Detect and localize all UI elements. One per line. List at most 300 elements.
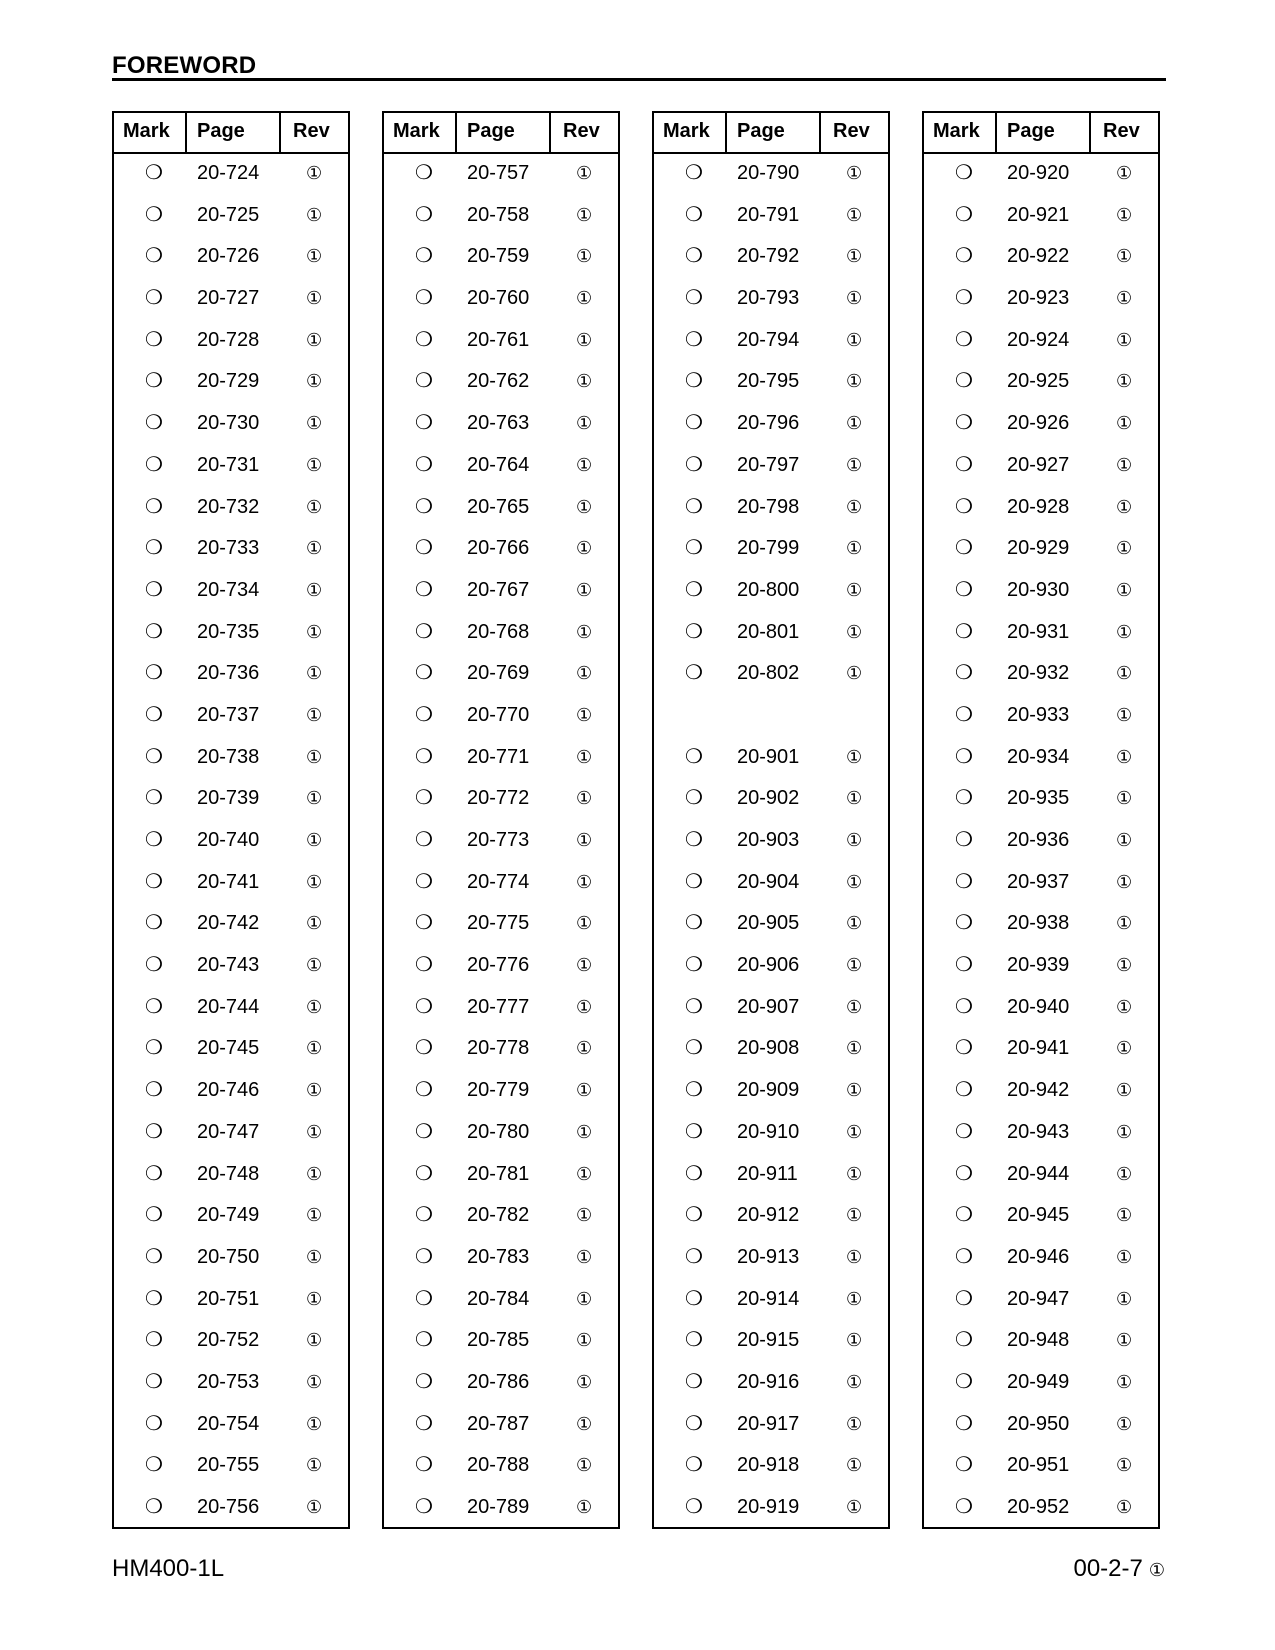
revision-circle-icon: ①	[846, 1246, 863, 1267]
mark-circle-icon: ❍	[955, 328, 973, 351]
page-number-cell: 20-755	[197, 1454, 260, 1477]
table-row	[114, 1405, 348, 1447]
mark-circle-icon: ❍	[415, 1245, 433, 1268]
page-number-cell: 20-741	[197, 870, 260, 893]
table-row	[384, 196, 618, 238]
revision-circle-icon: ①	[306, 1246, 323, 1267]
revision-circle-icon: ①	[576, 163, 593, 183]
table-row	[114, 529, 348, 571]
revision-circle-icon: ①	[576, 1455, 593, 1476]
mark-circle-icon: ❍	[685, 1370, 703, 1393]
revision-circle-icon: ①	[846, 1497, 863, 1517]
page-number-cell: 20-792	[737, 245, 800, 268]
table-row	[384, 279, 618, 321]
page-number-cell: 20-923	[1007, 287, 1070, 310]
mark-circle-icon: ❍	[145, 829, 163, 851]
mark-circle-icon: ❍	[145, 1204, 163, 1227]
page-number-cell: 20-802	[737, 662, 800, 685]
page-number-cell: 20-912	[737, 1204, 800, 1227]
page-number-cell: 20-743	[197, 954, 260, 977]
revision-circle-icon: ①	[846, 663, 863, 684]
revision-circle-icon: ①	[306, 788, 323, 809]
table-row	[384, 1363, 618, 1405]
page-number-cell: 20-952	[1007, 1496, 1070, 1518]
table-row	[114, 1488, 348, 1530]
mark-circle-icon: ❍	[955, 870, 973, 893]
revision-circle-icon: ①	[306, 1080, 323, 1101]
column-header-mark: Mark	[114, 113, 187, 152]
revision-circle-icon: ①	[306, 246, 323, 267]
revision-circle-icon: ①	[576, 663, 593, 684]
column-header-rev: Rev	[563, 120, 600, 142]
revision-circle-icon: ①	[576, 246, 593, 267]
revision-circle-icon: ①	[576, 1246, 593, 1267]
table-row	[924, 1071, 1158, 1113]
revision-circle-icon: ①	[306, 1371, 323, 1392]
page-number-cell: 20-770	[467, 703, 530, 726]
page-number-cell: 20-951	[1007, 1454, 1070, 1477]
table-row	[924, 821, 1158, 863]
page-number-cell: 20-948	[1007, 1329, 1070, 1352]
page-number-cell: 20-746	[197, 1079, 260, 1102]
page-number-cell: 20-924	[1007, 328, 1070, 351]
revision-circle-icon: ①	[846, 788, 863, 809]
table-row	[924, 946, 1158, 988]
table-row	[114, 1446, 348, 1488]
page-number-cell: 20-781	[467, 1162, 530, 1185]
revision-circle-icon: ①	[846, 246, 863, 267]
page-number-cell: 20-795	[737, 370, 800, 393]
mark-circle-icon: ❍	[415, 1204, 433, 1227]
table-row	[384, 821, 618, 863]
table-row	[654, 1113, 888, 1155]
revision-circle-icon: ①	[306, 1038, 323, 1059]
page-number-cell: 20-771	[467, 745, 530, 768]
table-row	[654, 404, 888, 446]
table-header	[114, 113, 348, 154]
table-row	[384, 1321, 618, 1363]
mark-circle-icon: ❍	[685, 1329, 703, 1352]
mark-circle-icon: ❍	[955, 1245, 973, 1268]
revision-circle-icon: ①	[1116, 871, 1133, 892]
revision-circle-icon: ①	[306, 955, 323, 976]
revision-circle-icon: ①	[576, 913, 593, 934]
table-row	[384, 988, 618, 1030]
page-number-cell: 20-744	[197, 995, 260, 1018]
revision-circle-icon: ①	[846, 913, 863, 934]
page-number-cell: 20-915	[737, 1329, 800, 1352]
mark-circle-icon: ❍	[145, 162, 163, 184]
revision-circle-icon: ①	[846, 955, 863, 976]
table-row	[114, 362, 348, 404]
mark-circle-icon: ❍	[145, 703, 163, 726]
mark-circle-icon: ❍	[415, 1370, 433, 1393]
table-row	[114, 946, 348, 988]
table-row	[384, 404, 618, 446]
table-row	[654, 1071, 888, 1113]
revision-circle-icon: ①	[576, 704, 593, 725]
revision-circle-icon: ①	[1116, 788, 1133, 809]
revision-circle-icon: ①	[846, 871, 863, 892]
page-number-cell: 20-935	[1007, 787, 1070, 810]
page-number-cell: 20-726	[197, 245, 260, 268]
page-number-cell: 20-786	[467, 1370, 530, 1393]
mark-circle-icon: ❍	[685, 1412, 703, 1435]
mark-circle-icon: ❍	[685, 954, 703, 977]
table-row	[924, 1280, 1158, 1322]
page-number-cell: 20-769	[467, 662, 530, 685]
table-body	[924, 154, 1158, 1530]
table-row	[654, 946, 888, 988]
table-row	[924, 1155, 1158, 1197]
mark-circle-icon: ❍	[685, 495, 703, 518]
page-number-cell: 20-794	[737, 328, 800, 351]
revision-circle-icon: ①	[1116, 1371, 1133, 1392]
revision-circle-icon: ①	[306, 413, 323, 434]
column-header-page: Page	[997, 113, 1091, 152]
mark-circle-icon: ❍	[685, 1120, 703, 1143]
table-row	[654, 488, 888, 530]
table-row	[114, 779, 348, 821]
mark-circle-icon: ❍	[685, 412, 703, 435]
mark-circle-icon: ❍	[685, 453, 703, 476]
revision-circle-icon: ①	[846, 204, 863, 225]
table-row	[654, 821, 888, 863]
mark-circle-icon: ❍	[955, 787, 973, 810]
table-body	[384, 154, 618, 1530]
revision-circle-icon: ①	[846, 1163, 863, 1184]
revision-circle-icon: ①	[1116, 996, 1133, 1017]
table-row	[384, 1071, 618, 1113]
table-row	[924, 154, 1158, 196]
revision-table-2	[382, 111, 620, 1529]
page-number-cell: 20-791	[737, 203, 800, 226]
page-number-cell: 20-910	[737, 1120, 800, 1143]
revision-circle-icon: ①	[846, 746, 863, 767]
table-row	[114, 1155, 348, 1197]
mark-circle-icon: ❍	[145, 1162, 163, 1185]
page-number-cell: 20-728	[197, 328, 260, 351]
page-number-cell: 20-780	[467, 1120, 530, 1143]
mark-circle-icon: ❍	[955, 578, 973, 601]
table-row	[654, 1196, 888, 1238]
mark-circle-icon: ❍	[955, 370, 973, 393]
mark-circle-icon: ❍	[955, 912, 973, 935]
page-number-cell: 20-725	[197, 203, 260, 226]
mark-circle-icon: ❍	[685, 829, 703, 851]
mark-circle-icon: ❍	[415, 1287, 433, 1310]
mark-circle-icon: ❍	[145, 787, 163, 810]
mark-circle-icon: ❍	[415, 787, 433, 810]
revision-circle-icon: ①	[1116, 1497, 1133, 1517]
revision-circle-icon: ①	[1116, 538, 1133, 559]
revision-circle-icon: ①	[1116, 1330, 1133, 1351]
page-number-cell: 20-779	[467, 1079, 530, 1102]
table-row	[114, 321, 348, 363]
page-number-cell: 20-940	[1007, 995, 1070, 1018]
page-number-cell: 20-904	[737, 870, 800, 893]
mark-circle-icon: ❍	[685, 328, 703, 351]
revision-circle-icon: ①	[306, 329, 323, 350]
revision-circle-icon: ①	[846, 413, 863, 434]
mark-circle-icon: ❍	[145, 245, 163, 268]
revision-circle-icon: ①	[1116, 1163, 1133, 1184]
page-number-cell: 20-783	[467, 1245, 530, 1268]
page-number-cell: 20-928	[1007, 495, 1070, 518]
table-row	[924, 237, 1158, 279]
page-number-cell: 20-945	[1007, 1204, 1070, 1227]
table-row	[384, 779, 618, 821]
table-row	[114, 738, 348, 780]
revision-circle-icon: ①	[1116, 830, 1133, 850]
revision-circle-icon: ①	[1116, 454, 1133, 475]
column-header-mark: Mark	[384, 113, 457, 152]
page-number-cell: 20-739	[197, 787, 260, 810]
page-number-cell: 20-925	[1007, 370, 1070, 393]
page-number-cell: 20-752	[197, 1329, 260, 1352]
table-body	[654, 154, 888, 1530]
table-row	[654, 738, 888, 780]
page-number-cell: 20-762	[467, 370, 530, 393]
mark-circle-icon: ❍	[415, 1329, 433, 1352]
table-row	[924, 1363, 1158, 1405]
table-row	[924, 904, 1158, 946]
revision-circle-icon: ①	[306, 1330, 323, 1351]
page-title: FOREWORD	[112, 52, 257, 79]
revision-table-1	[112, 111, 350, 1529]
page-number-cell: 20-785	[467, 1329, 530, 1352]
revision-circle-icon: ①	[306, 288, 323, 309]
table-row	[654, 863, 888, 905]
page-number-cell: 20-927	[1007, 453, 1070, 476]
mark-circle-icon: ❍	[685, 370, 703, 393]
mark-circle-icon: ❍	[415, 495, 433, 518]
revision-circle-icon: ①	[576, 1205, 593, 1226]
page-number-cell: 20-756	[197, 1496, 260, 1518]
page-number-cell: 20-917	[737, 1412, 800, 1435]
revision-circle-icon: ①	[846, 996, 863, 1017]
table-row	[924, 613, 1158, 655]
mark-circle-icon: ❍	[415, 1120, 433, 1143]
table-row	[384, 1196, 618, 1238]
page-number-cell: 20-918	[737, 1454, 800, 1477]
page-number-cell: 20-732	[197, 495, 260, 518]
page-number-cell: 20-800	[737, 578, 800, 601]
mark-circle-icon: ❍	[145, 328, 163, 351]
page-number-cell: 20-930	[1007, 578, 1070, 601]
table-row	[114, 1280, 348, 1322]
table-header	[384, 113, 618, 154]
revision-circle-icon: ①	[576, 830, 593, 850]
mark-circle-icon: ❍	[685, 1454, 703, 1477]
page-number-cell: 20-740	[197, 829, 260, 851]
revision-circle-icon: ①	[576, 1330, 593, 1351]
mark-circle-icon: ❍	[415, 1079, 433, 1102]
mark-circle-icon: ❍	[415, 537, 433, 560]
table-row	[384, 946, 618, 988]
mark-circle-icon: ❍	[415, 995, 433, 1018]
table-row	[384, 738, 618, 780]
revision-circle-icon: ①	[576, 871, 593, 892]
table-row	[924, 1488, 1158, 1530]
page-number-cell: 20-734	[197, 578, 260, 601]
table-row	[654, 362, 888, 404]
revision-circle-icon: ①	[846, 830, 863, 850]
mark-circle-icon: ❍	[145, 995, 163, 1018]
table-row	[384, 237, 618, 279]
mark-circle-icon: ❍	[955, 412, 973, 435]
page-number-cell: 20-745	[197, 1037, 260, 1060]
table-row	[384, 362, 618, 404]
mark-circle-icon: ❍	[685, 870, 703, 893]
page-number-cell: 20-774	[467, 870, 530, 893]
page-number-cell: 20-754	[197, 1412, 260, 1435]
revision-circle-icon: ①	[1116, 371, 1133, 392]
table-row	[654, 1488, 888, 1530]
page-number-cell: 20-749	[197, 1204, 260, 1227]
table-row-blank	[654, 696, 888, 738]
page-number-cell: 20-729	[197, 370, 260, 393]
mark-circle-icon: ❍	[415, 162, 433, 184]
revision-circle-icon: ①	[306, 996, 323, 1017]
mark-circle-icon: ❍	[145, 745, 163, 768]
mark-circle-icon: ❍	[415, 870, 433, 893]
mark-circle-icon: ❍	[415, 412, 433, 435]
table-row	[924, 404, 1158, 446]
page-number-cell: 20-942	[1007, 1079, 1070, 1102]
page-number-cell: 20-946	[1007, 1245, 1070, 1268]
page-number-cell: 20-926	[1007, 412, 1070, 435]
table-row	[924, 1029, 1158, 1071]
mark-circle-icon: ❍	[415, 203, 433, 226]
page-number	[1073, 1555, 1165, 1583]
revision-circle-icon: ①	[846, 1080, 863, 1101]
revision-circle-icon: ①	[846, 1371, 863, 1392]
page-number-text: 00-2-7	[1073, 1555, 1143, 1582]
table-row	[384, 1488, 618, 1530]
mark-circle-icon: ❍	[685, 787, 703, 810]
revision-circle-icon: ①	[846, 538, 863, 559]
mark-circle-icon: ❍	[685, 1496, 703, 1518]
table-row	[114, 821, 348, 863]
page-number-cell: 20-735	[197, 620, 260, 643]
table-row	[924, 738, 1158, 780]
revision-circle-icon: ①	[306, 871, 323, 892]
table-row	[114, 904, 348, 946]
mark-circle-icon: ❍	[955, 703, 973, 726]
table-row	[384, 1405, 618, 1447]
revision-circle-icon: ①	[1116, 746, 1133, 767]
mark-circle-icon: ❍	[145, 662, 163, 685]
mark-circle-icon: ❍	[955, 537, 973, 560]
revision-circle-icon: ①	[1116, 1080, 1133, 1101]
table-row	[114, 404, 348, 446]
revision-circle-icon: ①	[1116, 246, 1133, 267]
page-number-cell: 20-768	[467, 620, 530, 643]
mark-circle-icon: ❍	[145, 1079, 163, 1102]
page-number-cell: 20-760	[467, 287, 530, 310]
mark-circle-icon: ❍	[955, 829, 973, 851]
mark-circle-icon: ❍	[685, 203, 703, 226]
page-number-cell: 20-764	[467, 453, 530, 476]
revision-circle-icon: ①	[306, 913, 323, 934]
table-row	[114, 1071, 348, 1113]
mark-circle-icon: ❍	[955, 745, 973, 768]
table-row	[114, 488, 348, 530]
page-number-cell: 20-950	[1007, 1412, 1070, 1435]
page-number-cell: 20-737	[197, 703, 260, 726]
mark-circle-icon: ❍	[955, 1287, 973, 1310]
page-number-cell: 20-766	[467, 537, 530, 560]
table-row	[654, 196, 888, 238]
mark-circle-icon: ❍	[415, 1412, 433, 1435]
table-row	[114, 446, 348, 488]
page-number-cell: 20-753	[197, 1370, 260, 1393]
mark-circle-icon: ❍	[685, 1204, 703, 1227]
revision-circle-icon: ①	[846, 329, 863, 350]
revision-circle-icon: ①	[576, 538, 593, 559]
page-number-cell: 20-934	[1007, 745, 1070, 768]
revision-circle-icon: ①	[306, 1288, 323, 1309]
revision-circle-icon: ①	[576, 1413, 593, 1434]
revision-circle-icon: ①	[576, 579, 593, 600]
mark-circle-icon: ❍	[145, 412, 163, 435]
table-row	[924, 1446, 1158, 1488]
page-number-cell: 20-772	[467, 787, 530, 810]
revision-circle-icon: ①	[306, 454, 323, 475]
mark-circle-icon: ❍	[145, 1245, 163, 1268]
page-number-cell: 20-931	[1007, 620, 1070, 643]
page-number-cell: 20-906	[737, 954, 800, 977]
page-number-cell: 20-933	[1007, 703, 1070, 726]
column-header-mark: Mark	[924, 113, 997, 152]
page-number-cell: 20-941	[1007, 1037, 1070, 1060]
mark-circle-icon: ❍	[955, 1454, 973, 1477]
revision-circle-icon: ①	[1116, 1038, 1133, 1059]
page-number-cell: 20-937	[1007, 870, 1070, 893]
page-number-cell: 20-750	[197, 1245, 260, 1268]
mark-circle-icon: ❍	[955, 995, 973, 1018]
mark-circle-icon: ❍	[415, 662, 433, 685]
revision-circle-icon: ①	[1116, 1288, 1133, 1309]
table-row	[654, 1446, 888, 1488]
page-number-cell: 20-944	[1007, 1162, 1070, 1185]
table-header	[654, 113, 888, 154]
table-row	[924, 1321, 1158, 1363]
mark-circle-icon: ❍	[685, 1245, 703, 1268]
table-row	[924, 362, 1158, 404]
page-number-cell: 20-911	[737, 1162, 798, 1185]
page-number-cell: 20-767	[467, 578, 530, 601]
mark-circle-icon: ❍	[955, 1204, 973, 1227]
mark-circle-icon: ❍	[415, 1496, 433, 1518]
mark-circle-icon: ❍	[955, 453, 973, 476]
mark-circle-icon: ❍	[685, 745, 703, 768]
revision-circle-icon: ①	[1116, 1205, 1133, 1226]
table-row	[114, 988, 348, 1030]
mark-circle-icon: ❍	[955, 1037, 973, 1060]
page-number-cell: 20-920	[1007, 162, 1070, 184]
revision-table-4	[922, 111, 1160, 1529]
mark-circle-icon: ❍	[415, 453, 433, 476]
page-number-cell: 20-801	[737, 620, 800, 643]
table-row	[384, 613, 618, 655]
mark-circle-icon: ❍	[145, 370, 163, 393]
mark-circle-icon: ❍	[685, 162, 703, 184]
page-number-cell: 20-922	[1007, 245, 1070, 268]
page-number-cell: 20-949	[1007, 1370, 1070, 1393]
revision-mark-icon: ①	[1148, 1560, 1165, 1580]
